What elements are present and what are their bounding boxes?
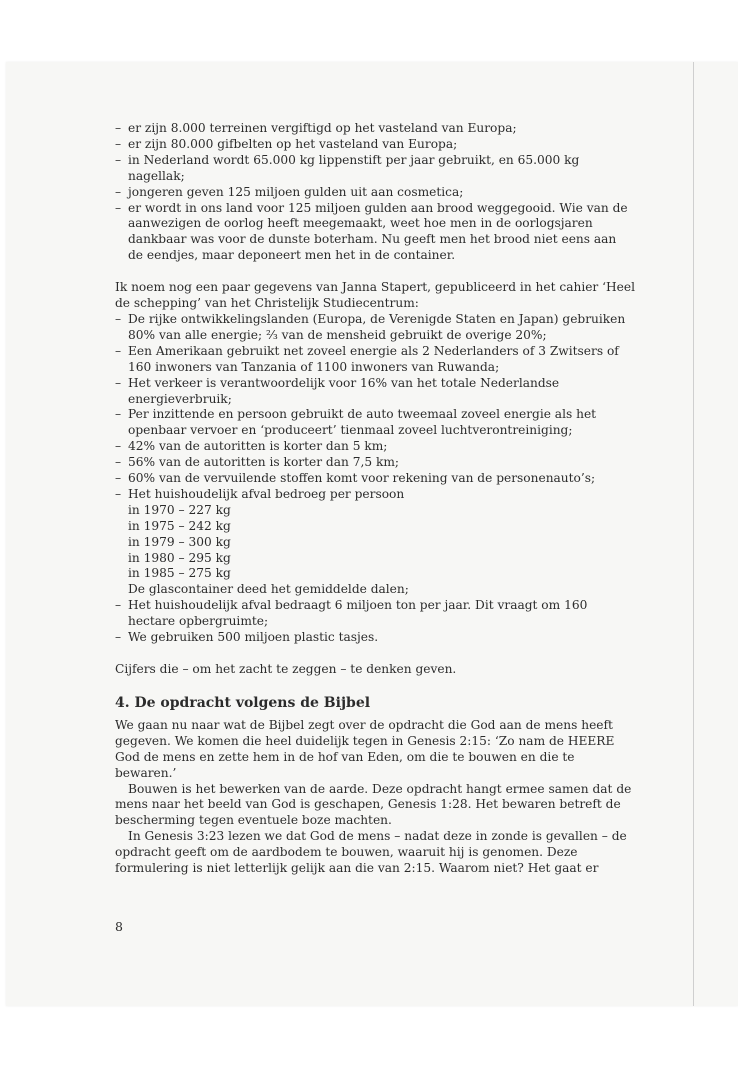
list-item: – er zijn 8.000 terreinen vergiftigd op het vasteland van Europa; bbox=[115, 121, 635, 137]
list-item: – er zijn 80.000 gifbelten op het vasteland van Europa; bbox=[115, 137, 635, 153]
waste-line: De glascontainer deed het gemiddelde dalen; bbox=[128, 582, 409, 597]
waste-line: in 1980 – 295 kg bbox=[128, 550, 231, 565]
list-item: – er wordt in ons land voor 125 miljoen gulden aan brood weggegooid. Wie van de aanwezigen de oorlog heeft meegemaakt, weet hoe men in de oorlogsjaren dankbaar was voor de dunste boterham. Nu geeft men het brood niet eens aan de eendjes, maar deponeert men het in de container. bbox=[115, 201, 635, 265]
waste-line: in 1970 – 227 kg bbox=[128, 502, 231, 517]
body-paragraph: Bouwen is het bewerken van de aarde. Deze opdracht hangt ermee samen dat de mens naar het beeld van God is geschapen, Genesis 1:28. Het bewaren betreft de bescherming tegen eventuele boze machten. bbox=[115, 781, 632, 828]
page-number: 8 bbox=[115, 919, 123, 934]
closing-sentence: Cijfers die – om het zacht te zeggen – te denken geven. bbox=[115, 662, 457, 676]
list-item: – De rijke ontwikkelingslanden (Europa, de Verenigde Staten en Japan) gebruiken 80% van alle energie; ⅔ van de mensheid gebruikt de overige 20%; bbox=[115, 312, 635, 344]
list-item: – jongeren geven 125 miljoen gulden uit aan cosmetica; bbox=[115, 185, 635, 201]
waste-line: in 1975 – 242 kg bbox=[128, 518, 231, 533]
waste-line: in 1985 – 275 kg bbox=[128, 566, 231, 581]
list-item: – Een Amerikaan gebruikt net zoveel energie als 2 Nederlanders of 3 Zwitsers of 160 inwoners van Tanzania of 1100 inwoners van Ruwanda; bbox=[115, 344, 635, 376]
page-edge-line bbox=[693, 62, 694, 1006]
list-item: – Per inzittende en persoon gebruikt de auto tweemaal zoveel energie als het openbaar vervoer en ‘produceert’ tienmaal zoveel luchtverontreiniging; bbox=[115, 407, 635, 439]
list-item: – in Nederland wordt 65.000 kg lippenstift per jaar gebruikt, en 65.000 kg nagellak; bbox=[115, 153, 635, 185]
list-item: – 56% van de autoritten is korter dan 7,5 km; bbox=[115, 455, 635, 471]
list-item: – Het huishoudelijk afval bedraagt 6 miljoen ton per jaar. Dit vraagt om 160 hectare opbergruimte; bbox=[115, 598, 635, 630]
list-item: – Het verkeer is verantwoordelijk voor 16% van het totale Nederlandse energieverbruik; bbox=[115, 376, 635, 408]
list-item: – We gebruiken 500 miljoen plastic tasjes. bbox=[115, 630, 635, 646]
section-heading: 4. De opdracht volgens de Bijbel bbox=[115, 694, 371, 711]
body-paragraph: We gaan nu naar wat de Bijbel zegt over de opdracht die God aan de mens heeft gegeven. We komen die heel duidelijk tegen in Genesis 2:15: ‘Zo nam de HEERE God de mens en zette hem in de hof van Eden, om die te bouwen en die te bewaren.’ bbox=[115, 717, 615, 780]
text-column bbox=[115, 121, 635, 877]
intro-paragraph: Ik noem nog een paar gegevens van Janna Stapert, gepubliceerd in het cahier ‘Heel de schepping’ van het Christelijk Studiecentrum: bbox=[115, 280, 635, 311]
waste-line: in 1979 – 300 kg bbox=[128, 534, 231, 549]
body-paragraph: In Genesis 3:23 lezen we dat God de mens – nadat deze in zonde is gevallen – de opdracht geeft om de aardbodem te bouwen, waaruit hij is genomen. Deze formulering is niet letterlijk gelijk aan die van 2:15. Waarom niet? Het gaat er bbox=[115, 829, 627, 876]
list-item: – 60% van de vervuilende stoffen komt voor rekening van de personenauto’s; bbox=[115, 471, 635, 487]
list-item: – Het huishoudelijk afval bedroeg per persoon bbox=[115, 487, 635, 503]
list-item: – 42% van de autoritten is korter dan 5 km; bbox=[115, 439, 635, 455]
